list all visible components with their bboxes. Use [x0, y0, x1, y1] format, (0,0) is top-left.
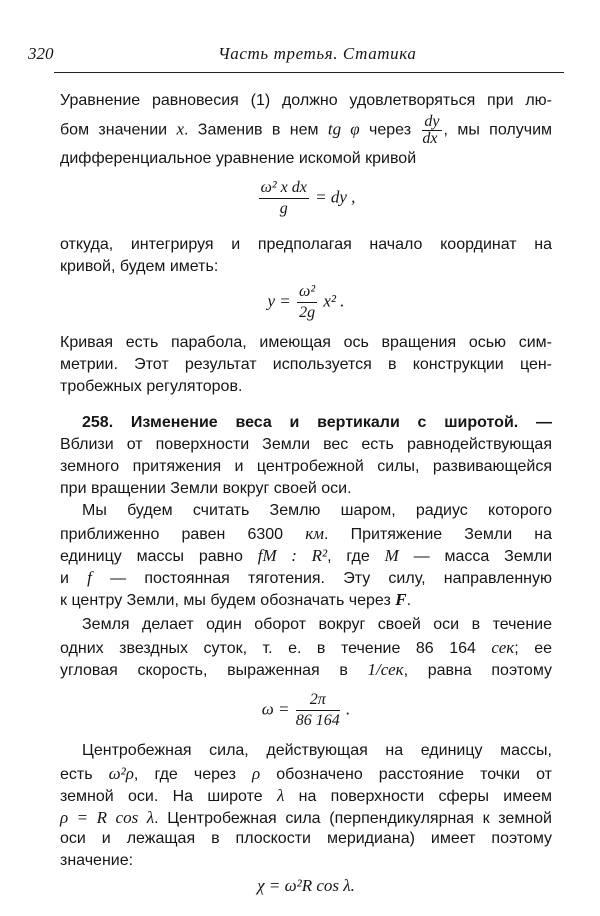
para6-line5: оси и лежащая в плоскости меридиана) имеет поэтому [60, 830, 552, 847]
para6-line3: земной оси. На широте λ на поверхности сферы имеем [60, 786, 552, 805]
running-title: Часть третья. Статика [218, 44, 417, 63]
equation-3: ω = $\frac{2\pi}{86 164}$ . [261, 691, 351, 729]
para6-line6: значение: [60, 852, 134, 869]
section-line2: Вблизи от поверхности Земли вес есть равнодействующая [60, 436, 552, 453]
para5-line2: одних звездных суток, т. е. в течение 86 164 сек; ее [60, 638, 552, 657]
para6-line2: есть ω²ρ, где через ρ обозначено расстояние точки от [60, 764, 552, 783]
page-number: 320 [28, 44, 54, 63]
para5-line1: Земля делает один оборот вокруг своей оси в течение [82, 616, 552, 633]
para6-line4: ρ = R cos λ. Центробежная сила (перпендикулярная к земной [60, 808, 552, 827]
equation-2: y = $\frac{\text{ω²}}{2g}$ x² . [267, 283, 345, 321]
para4-line1: Мы будем считать Землю шаром, радиус которого [82, 502, 552, 519]
para3-line2: метрии. Этот результат используется в конструкции цен- [60, 356, 552, 373]
para2-line1: откуда, интегрируя и предполагая начало координат на [60, 236, 552, 253]
section-heading: 258. Изменение веса и вертикали с широтой. — [82, 414, 553, 431]
para5-line3: угловая скорость, выраженная в 1/сек, равна поэтому [60, 660, 552, 679]
header-rule [54, 72, 564, 73]
equation-4: χ = ω²R cos λ. [257, 876, 355, 895]
para6-line1: Центробежная сила, действующая на единицу массы, [82, 742, 552, 759]
para3-line1: Кривая есть парабола, имеющая ось вращения осью сим- [60, 334, 552, 351]
para3-line3: тробежных регуляторов. [60, 378, 243, 395]
para4-line3: единицу массы равно fM : R², где M — масса Земли [60, 546, 553, 565]
running-header [28, 44, 564, 72]
equation-1: $\frac{\text{ω² x dx}}{g}$ = dy , [260, 179, 356, 217]
section-number: 258. [82, 414, 114, 431]
para4-line5: к центру Земли, мы будем обозначать через F. [60, 590, 412, 609]
para1-line2: бом значении x. Заменив в нем tg φ через $\frac{dy}{dx}$ , мы получим [60, 113, 553, 147]
section-title: Изменение веса и вертикали с широтой. [130, 414, 519, 431]
section-line3: земного притяжения и центробежной силы, развивающейся [60, 458, 552, 475]
para1-line1: Уравнение равновесия (1) должно удовлетворяться при лю- [60, 92, 552, 109]
section-line4: при вращении Земли вокруг своей оси. [60, 480, 352, 497]
para1-line3: дифференциальное уравнение искомой кривой [60, 150, 417, 167]
para4-line4: и f — постоянная тяготения. Эту силу, направленную [60, 568, 552, 587]
para4-line2: приближенно равен 6300 км. Притяжение Земли на [60, 524, 553, 543]
para2-line2: кривой, будем иметь: [60, 258, 219, 275]
dy-dx-fraction: $\frac{dy}{dx}$ [422, 113, 440, 147]
